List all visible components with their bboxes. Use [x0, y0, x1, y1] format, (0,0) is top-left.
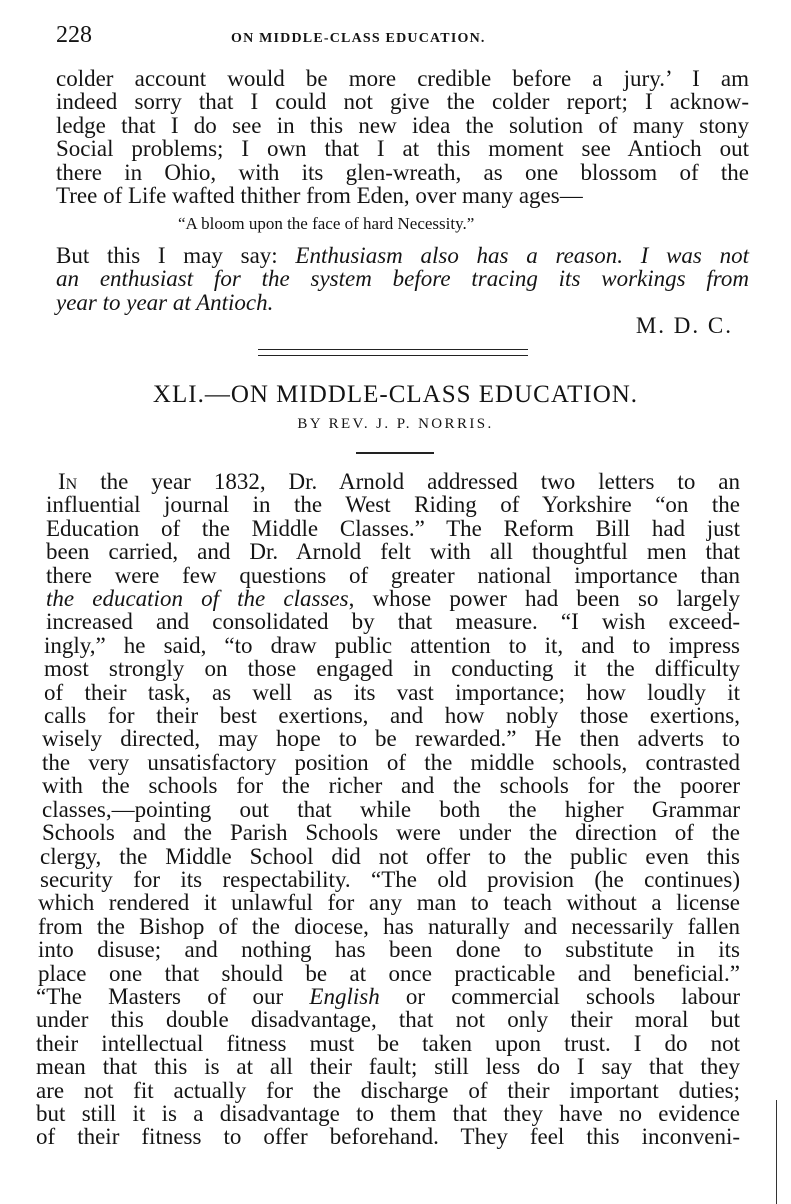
text-line: security for its respectability. “The old provision (he continues) — [40, 866, 740, 892]
text-line: calls for their best exertions, and how nobly those exertions, — [44, 703, 740, 729]
section-divider — [258, 349, 528, 356]
text-line: place one that should be at once practicable and beneficial.” — [38, 960, 740, 986]
closing-italic: Enthusiasm also has a reason. I was not — [295, 243, 749, 268]
article-body — [36, 470, 740, 1149]
closing-paragraph — [56, 244, 749, 314]
article-byline: BY REV. J. P. NORRIS. — [297, 416, 494, 432]
block-quote: “A bloom upon the face of hard Necessity.” — [178, 214, 475, 233]
text-line: their intellectual fitness must be taken upon trust. I do not — [36, 1030, 740, 1056]
page-header — [56, 22, 756, 52]
text-line: influential journal in the West Riding of Yorkshire “on the — [46, 492, 740, 518]
text-line: with the schools for the richer and the schools for the poorer — [42, 773, 740, 799]
text-line: wisely directed, may hope to be rewarded.” He then adverts to — [42, 726, 740, 752]
binding-edge-line — [776, 1100, 777, 1204]
text-line: colder account would be more credible before a jury.’ I am — [56, 66, 749, 91]
text-line: of their fitness to offer beforehand. They feel this inconveni- — [36, 1124, 740, 1150]
text-line: Social problems; I own that I at this moment see Antioch out — [56, 136, 749, 162]
article-title: XLI.—ON MIDDLE-CLASS EDUCATION. — [152, 381, 639, 408]
text-line: are not fit actually for the discharge of their important duties; — [36, 1077, 740, 1103]
text-line: the very unsatisfactory position of the middle schools, contrasted — [42, 749, 740, 775]
text-line: year to year at Antioch. — [56, 289, 274, 315]
text-line: ledge that I do see in this new idea the solution of many stony — [56, 112, 749, 138]
text-line: there in Ohio, with its glen-wreath, as one blossom of the — [56, 159, 749, 185]
author-signature: M. D. C. — [635, 313, 733, 338]
text-line — [36, 470, 740, 493]
opening-word: In — [58, 469, 78, 494]
text-line: increased and consolidated by that measure. “I wish exceed- — [46, 609, 740, 635]
text-line: clergy, the Middle School did not offer to the public even this — [40, 843, 740, 869]
running-head: ON MIDDLE-CLASS EDUCATION. — [231, 31, 486, 46]
line-lead: “The Masters of our — [36, 983, 310, 1009]
text-line: classes,—pointing out that while both the higher Grammar — [42, 796, 740, 822]
title-rule — [356, 452, 434, 454]
line-rest: or commercial schools labour — [379, 983, 740, 1009]
text-line: ingly,” he said, “to draw public attention to it, and to impress — [44, 632, 740, 658]
text-line: which rendered it unlawful for any man to teach without a license — [38, 890, 740, 916]
text-line: but still it is a disadvantage to them that they have no evidence — [36, 1100, 740, 1126]
text-line — [36, 985, 740, 1008]
text-line: an enthusiast for the system before tracing its workings from — [56, 266, 749, 292]
text-line: most strongly on those engaged in conducting it the difficulty — [44, 656, 740, 682]
line-rest: , whose power had been so largely — [348, 586, 740, 612]
text-line: mean that this is at all their fault; still less do I say that they — [36, 1054, 740, 1080]
text-line: indeed sorry that I could not give the colder report; I acknow- — [56, 89, 749, 115]
text-line — [56, 244, 749, 267]
opening-line-rest: the year 1832, Dr. Arnold addressed two letters to an — [77, 469, 740, 494]
text-line: Education of the Middle Classes.” The Reform Bill had just — [46, 515, 740, 541]
text-line: been carried, and Dr. Arnold felt with all thoughtful men that — [46, 539, 740, 565]
text-line: Tree of Life wafted thither from Eden, over many ages— — [56, 183, 583, 209]
italic-phrase: the education of the classes — [46, 586, 349, 612]
text-line: from the Bishop of the diocese, has naturally and necessarily fallen — [38, 913, 740, 939]
text-line: into disuse; and nothing has been done to substitute in its — [38, 937, 740, 963]
text-line: Schools and the Parish Schools were under the direction of the — [42, 820, 740, 846]
text-line — [36, 587, 740, 610]
page-number: 228 — [56, 22, 92, 48]
closing-lead: But this I may say: — [56, 243, 296, 268]
italic-word: English — [309, 983, 380, 1009]
text-line: under this double disadvantage, that not only their moral but — [36, 1007, 740, 1033]
text-line: of their task, as well as its vast importance; how loudly it — [44, 679, 740, 705]
text-line: there were few questions of greater national importance than — [46, 562, 740, 588]
previous-article-text — [56, 67, 749, 207]
